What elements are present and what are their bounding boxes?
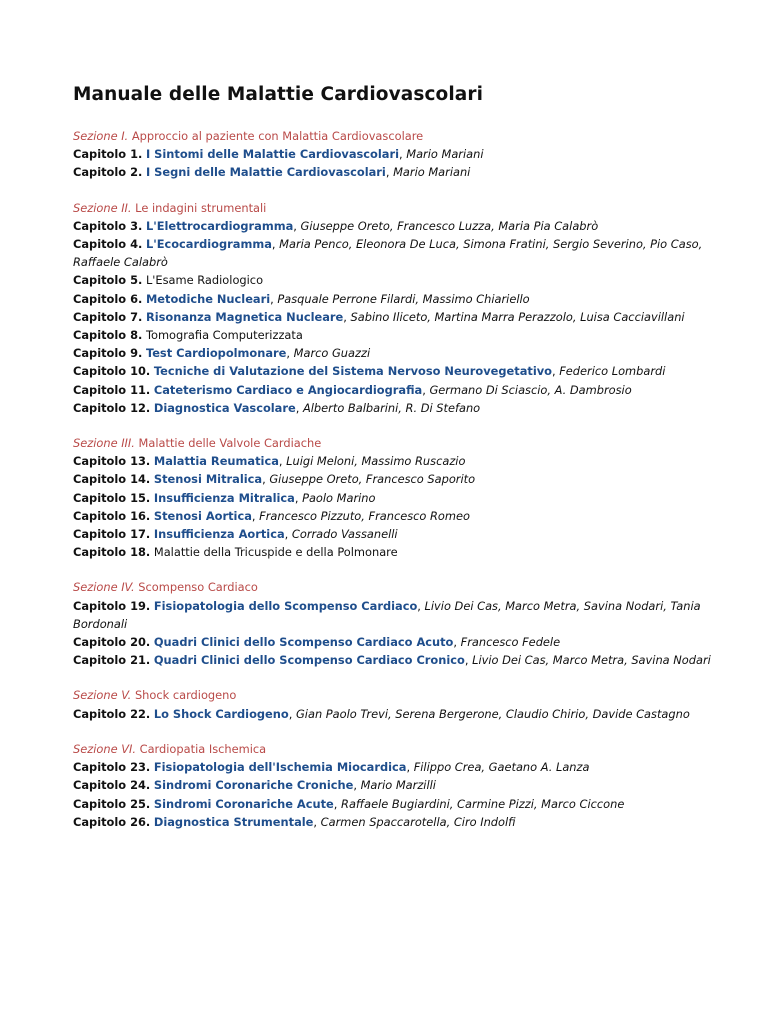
chapter-authors: Giuseppe Oreto, Francesco Luzza, Maria Pia Calabrò (300, 218, 599, 233)
chapter-number: Capitolo 11. (73, 382, 151, 397)
section-title: Scompenso Cardiaco (138, 580, 258, 595)
chapter-link[interactable]: Insufficienza Aortica (153, 527, 285, 542)
chapter-link[interactable]: Insufficienza Mitralica (153, 490, 295, 505)
chapter-entry: Capitolo 2. I Segni delle Malattie Cardiovascolari, Mario Mariani (73, 165, 471, 180)
chapter-authors: Mario Marzilli (360, 778, 436, 793)
section-title: Le indagini strumentali (135, 200, 267, 215)
chapter-number: Capitolo 3. (73, 218, 143, 233)
chapter-number: Capitolo 6. (73, 291, 143, 306)
chapter-authors: Livio Dei Cas, Marco Metra, Savina Nodari, Tania Bordonali (73, 598, 701, 631)
chapter-number: Capitolo 8. (73, 328, 143, 343)
chapter-authors: Corrado Vassanelli (291, 527, 398, 542)
chapter-title: Tomografia Computerizzata (145, 328, 303, 343)
chapter-authors: Marco Guazzi (293, 346, 371, 361)
chapter-link[interactable]: Sindromi Coronariche Croniche (153, 778, 354, 793)
chapter-number: Capitolo 15. (73, 490, 151, 505)
chapter-entry: Capitolo 15. Insufficienza Mitralica, Paolo Marino (73, 490, 376, 505)
section-number: Sezione V. (73, 688, 132, 703)
section-block (73, 127, 743, 182)
chapter-number: Capitolo 14. (73, 472, 151, 487)
section-title: Cardiopatia Ischemica (139, 741, 267, 756)
chapter-entry: Capitolo 1. I Sintomi delle Malattie Cardiovascolari, Mario Mariani (73, 147, 484, 162)
chapter-number: Capitolo 22. (73, 706, 151, 721)
chapter-link[interactable]: Fisiopatologia dello Scompenso Cardiaco (153, 598, 418, 613)
chapter-entry: Capitolo 12. Diagnostica Vascolare, Alberto Balbarini, R. Di Stefano (73, 400, 481, 415)
section-title: Approccio al paziente con Malattia Cardiovascolare (131, 129, 424, 143)
chapter-link[interactable]: Metodiche Nucleari (145, 291, 271, 306)
chapter-entry: Capitolo 26. Diagnostica Strumentale, Carmen Spaccarotella, Ciro Indolfi (73, 814, 516, 829)
section-block (73, 740, 743, 831)
chapter-authors: Raffaele Bugiardini, Carmine Pizzi, Marco Ciccone (341, 796, 625, 811)
chapter-authors: Paolo Marino (302, 490, 376, 505)
chapter-link[interactable]: Stenosi Aortica (153, 508, 252, 523)
chapter-number: Capitolo 25. (73, 796, 151, 811)
chapter-link[interactable]: Malattia Reumatica (153, 454, 279, 469)
chapter-number: Capitolo 1. (73, 147, 143, 162)
chapter-authors: Carmen Spaccarotella, Ciro Indolfi (320, 814, 516, 829)
section-heading (73, 740, 743, 758)
chapter-link[interactable]: Diagnostica Vascolare (153, 400, 296, 415)
section-heading (73, 199, 743, 217)
chapter-entry: Capitolo 4. L'Ecocardiogramma, Maria Penco, Eleonora De Luca, Simona Fratini, Sergio Severino, Pio Caso, Raffaele Calabrò (73, 237, 703, 270)
chapter-entry: Capitolo 25. Sindromi Coronariche Acute, Raffaele Bugiardini, Carmine Pizzi, Marco Ciccone (73, 796, 625, 811)
chapter-link[interactable]: Lo Shock Cardiogeno (153, 706, 289, 721)
chapter-entry: Capitolo 9. Test Cardiopolmonare, Marco Guazzi (73, 346, 371, 361)
chapter-link[interactable]: Fisiopatologia dell'Ischemia Miocardica (153, 760, 407, 775)
chapter-entry: Capitolo 7. Risonanza Magnetica Nucleare, Sabino Iliceto, Martina Marra Perazzolo, Luisa Cacciavillani (73, 309, 685, 324)
section-title: Malattie delle Valvole Cardiache (138, 436, 322, 451)
chapter-entry: Capitolo 13. Malattia Reumatica, Luigi Meloni, Massimo Ruscazio (73, 454, 466, 469)
chapter-link[interactable]: I Sintomi delle Malattie Cardiovascolari (145, 147, 399, 162)
chapter-link[interactable]: Diagnostica Strumentale (153, 814, 314, 829)
chapter-number: Capitolo 5. (73, 273, 143, 288)
document-page (73, 84, 743, 848)
chapter-title: Malattie della Tricuspide e della Polmonare (153, 545, 398, 560)
chapter-link[interactable]: Risonanza Magnetica Nucleare (145, 309, 344, 324)
document-title: Manuale delle Malattie Cardiovascolari (73, 84, 484, 105)
chapter-authors: Livio Dei Cas, Marco Metra, Savina Nodari (472, 653, 711, 668)
chapter-authors: Alberto Balbarini, R. Di Stefano (302, 400, 481, 415)
section-number: Sezione II. (73, 200, 132, 215)
section-number: Sezione III. (73, 436, 135, 451)
chapter-number: Capitolo 21. (73, 653, 151, 668)
chapter-entry: Capitolo 24. Sindromi Coronariche Croniche, Mario Marzilli (73, 778, 436, 793)
chapter-link[interactable]: Tecniche di Valutazione del Sistema Nervoso Neurovegetativo (153, 364, 552, 379)
chapter-entry: Capitolo 16. Stenosi Aortica, Francesco Pizzuto, Francesco Romeo (73, 508, 470, 523)
chapter-entry: Capitolo 14. Stenosi Mitralica, Giuseppe Oreto, Francesco Saporito (73, 472, 476, 487)
section-heading (73, 434, 743, 452)
chapter-authors: Federico Lombardi (559, 364, 666, 379)
chapter-number: Capitolo 7. (73, 309, 143, 324)
section-block (73, 434, 743, 561)
chapter-link[interactable]: L'Ecocardiogramma (145, 237, 272, 252)
chapter-link[interactable]: Cateterismo Cardiaco e Angiocardiografia (153, 382, 423, 397)
section-block (73, 199, 743, 417)
chapter-number: Capitolo 19. (73, 598, 151, 613)
chapter-number: Capitolo 17. (73, 527, 151, 542)
chapter-authors: Pasquale Perrone Filardi, Massimo Chiariello (277, 291, 530, 306)
chapter-authors: Francesco Fedele (460, 635, 561, 650)
chapter-number: Capitolo 20. (73, 635, 151, 650)
chapter-entry: Capitolo 11. Cateterismo Cardiaco e Angiocardiografia, Germano Di Sciascio, A. Dambrosio (73, 382, 632, 397)
chapter-authors: Mario Mariani (393, 165, 471, 180)
chapter-authors: Gian Paolo Trevi, Serena Bergerone, Claudio Chirio, Davide Castagno (295, 706, 690, 721)
chapter-entry: Capitolo 3. L'Elettrocardiogramma, Giuseppe Oreto, Francesco Luzza, Maria Pia Calabrò (73, 218, 599, 233)
section-heading (73, 127, 743, 145)
chapter-entry (73, 543, 743, 561)
chapter-number: Capitolo 13. (73, 454, 151, 469)
section-number: Sezione VI. (73, 741, 136, 756)
chapter-number: Capitolo 18. (73, 545, 151, 560)
chapter-entry: Capitolo 21. Quadri Clinici dello Scompenso Cardiaco Cronico, Livio Dei Cas, Marco Metra, Savina Nodari (73, 653, 711, 668)
chapter-entry (73, 326, 743, 344)
chapter-entry (73, 271, 743, 289)
section-block (73, 686, 743, 722)
chapter-link[interactable]: Quadri Clinici dello Scompenso Cardiaco Acuto (153, 635, 454, 650)
chapter-link[interactable]: L'Elettrocardiogramma (145, 218, 294, 233)
chapter-link[interactable]: I Segni delle Malattie Cardiovascolari (145, 165, 386, 180)
chapter-link[interactable]: Test Cardiopolmonare (145, 346, 287, 361)
chapter-number: Capitolo 2. (73, 165, 143, 180)
chapter-entry: Capitolo 20. Quadri Clinici dello Scompenso Cardiaco Acuto, Francesco Fedele (73, 635, 561, 650)
chapter-number: Capitolo 16. (73, 508, 151, 523)
section-block (73, 578, 743, 669)
chapter-authors: Luigi Meloni, Massimo Ruscazio (286, 454, 466, 469)
table-of-contents (73, 127, 743, 831)
section-number: Sezione IV. (73, 580, 135, 595)
chapter-number: Capitolo 4. (73, 237, 143, 252)
chapter-number: Capitolo 23. (73, 760, 151, 775)
chapter-entry: Capitolo 10. Tecniche di Valutazione del Sistema Nervoso Neurovegetativo, Federico Lombardi (73, 364, 666, 379)
chapter-link[interactable]: Quadri Clinici dello Scompenso Cardiaco Cronico (153, 653, 465, 668)
chapter-number: Capitolo 24. (73, 778, 151, 793)
chapter-authors: Sabino Iliceto, Martina Marra Perazzolo, Luisa Cacciavillani (350, 309, 685, 324)
section-number: Sezione I. (73, 129, 129, 143)
chapter-entry: Capitolo 17. Insufficienza Aortica, Corrado Vassanelli (73, 527, 398, 542)
chapter-entry: Capitolo 23. Fisiopatologia dell'Ischemia Miocardica, Filippo Crea, Gaetano A. Lanza (73, 760, 590, 775)
chapter-number: Capitolo 10. (73, 364, 151, 379)
chapter-number: Capitolo 26. (73, 814, 151, 829)
chapter-authors: Francesco Pizzuto, Francesco Romeo (259, 508, 470, 523)
chapter-number: Capitolo 9. (73, 346, 143, 361)
section-heading (73, 578, 743, 596)
chapter-authors: Giuseppe Oreto, Francesco Saporito (269, 472, 476, 487)
section-heading (73, 686, 743, 704)
chapter-link[interactable]: Sindromi Coronariche Acute (153, 796, 334, 811)
section-title: Shock cardiogeno (134, 688, 237, 703)
chapter-authors: Filippo Crea, Gaetano A. Lanza (413, 760, 590, 775)
chapter-entry: Capitolo 19. Fisiopatologia dello Scompenso Cardiaco, Livio Dei Cas, Marco Metra, Savina Nodari, Tania Bordonali (73, 598, 701, 631)
chapter-entry: Capitolo 6. Metodiche Nucleari, Pasquale Perrone Filardi, Massimo Chiariello (73, 291, 530, 306)
chapter-link[interactable]: Stenosi Mitralica (153, 472, 263, 487)
chapter-authors: Germano Di Sciascio, A. Dambrosio (429, 382, 632, 397)
chapter-authors: Maria Penco, Eleonora De Luca, Simona Fratini, Sergio Severino, Pio Caso, Raffaele Calabrò (73, 237, 703, 270)
chapter-authors: Mario Mariani (406, 147, 484, 162)
chapter-number: Capitolo 12. (73, 400, 151, 415)
chapter-title: L'Esame Radiologico (145, 273, 264, 288)
chapter-entry: Capitolo 22. Lo Shock Cardiogeno, Gian Paolo Trevi, Serena Bergerone, Claudio Chirio, Davide Castagno (73, 706, 690, 721)
